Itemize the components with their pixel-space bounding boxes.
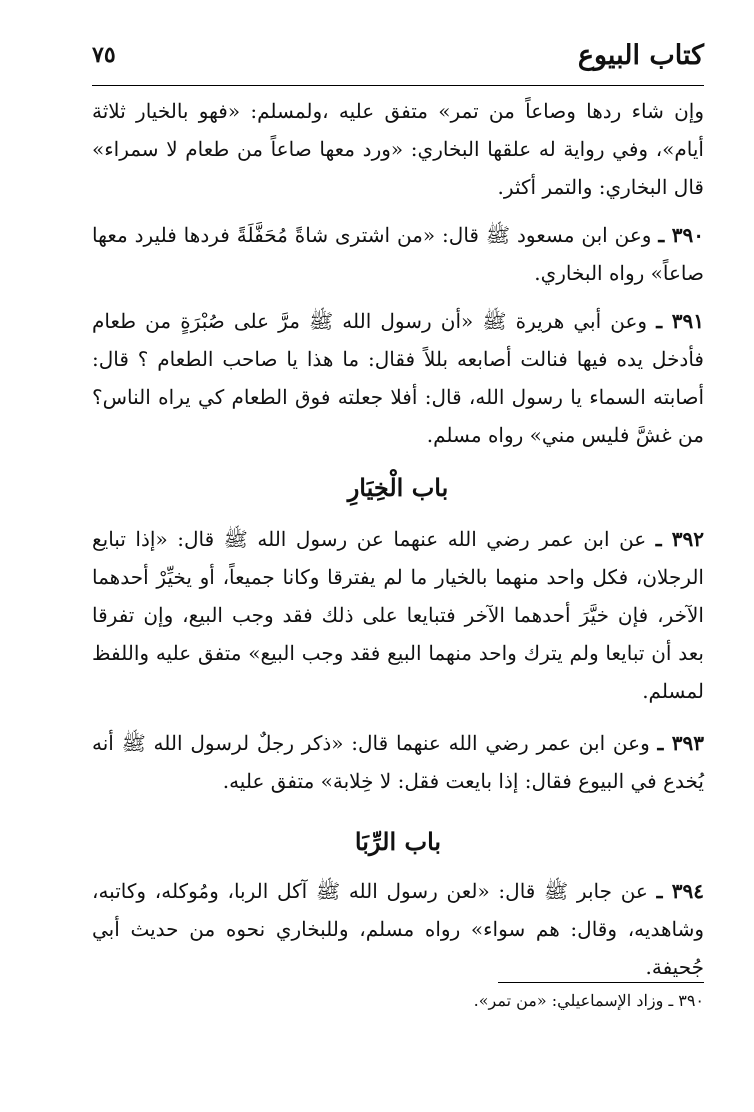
hadith-number: ٣٩٤ ـ (656, 879, 704, 903)
section-heading-riba: باب الرِّبَا (354, 827, 442, 856)
header-rule (92, 85, 704, 86)
hadith-text: وعن أبي هريرة ﷺ «أن رسول الله ﷺ مرَّ على صُبْرَةٍ من طعام فأدخل يده فيها فنالت أصابعه بللاً فقال: ما هذا يا صاحب الطعام ؟ قال: أصابته السماء يا رسول الله، قال: أفلا جعلته فوق الطعام كي يراه الناس؟ من غشَّ فليس مني» رواه مسلم. (92, 309, 704, 447)
page-header (92, 40, 704, 82)
hadith-390 (92, 216, 704, 292)
hadith-text: عن جابر ﷺ قال: «لعن رسول الله ﷺ آكل الربا، ومُوكله، وكاتبه، وشاهديه، وقال: هم سواء» رواه مسلم، وللبخاري نحوه من حديث أبي جُحيفة. (92, 879, 704, 979)
hadith-text: وعن ابن مسعود ﷺ قال: «من اشترى شاةً مُحَفَّلَةً فردها فليرد معها صاعاً» رواه البخاري. (92, 223, 704, 285)
hadith-number: ٣٩١ ـ (656, 309, 705, 333)
paragraph-continuation: وإن شاء ردها وصاعاً من تمر» متفق عليه ،ولمسلم: «فهو بالخيار ثلاثة أيام»، وفي رواية له علقها البخاري: «ورد معها صاعاً من طعام لا سمراء» قال البخاري: والتمر أكثر. (92, 99, 704, 199)
hadith-text: عن ابن عمر رضي الله عنهما عن رسول الله ﷺ قال: «إذا تبايع الرجلان، فكل واحد منهما بالخيار ما لم يفترقا وكانا جميعاً، أو يخيِّرْ أحدهما الآخر، فإن خيَّرَ أحدهما الآخر فتبايعا على ذلك فقد وجب البيع، وإن تفرقا بعد أن تبايعا ولم يترك واحد منهما البيع فقد وجب البيع» متفق عليه واللفظ لمسلم. (92, 527, 704, 703)
hadith-text: وعن ابن عمر رضي الله عنهما قال: «ذكر رجلٌ لرسول الله ﷺ أنه يُخدع في البيوع فقال: إذا بايعت فقل: لا خِلابة» متفق عليه. (92, 731, 704, 793)
hadith-393 (92, 724, 704, 800)
page-number: ٧٥ (92, 42, 116, 68)
footnote-rule (498, 982, 704, 983)
chapter-title: كتاب البيوع (577, 40, 704, 71)
footnote: ٣٩٠ ـ وزاد الإسماعيلي: «من تمر». (473, 991, 704, 1010)
page-body (92, 92, 704, 986)
section-heading-khiyar: باب الْخِيَارِ (347, 473, 449, 502)
hadith-number: ٣٩٠ ـ (658, 223, 704, 247)
hadith-391 (92, 302, 704, 454)
hadith-number: ٣٩٢ ـ (655, 527, 704, 551)
hadith-392 (92, 520, 704, 710)
hadith-number: ٣٩٣ ـ (657, 731, 704, 755)
hadith-394 (92, 872, 704, 986)
